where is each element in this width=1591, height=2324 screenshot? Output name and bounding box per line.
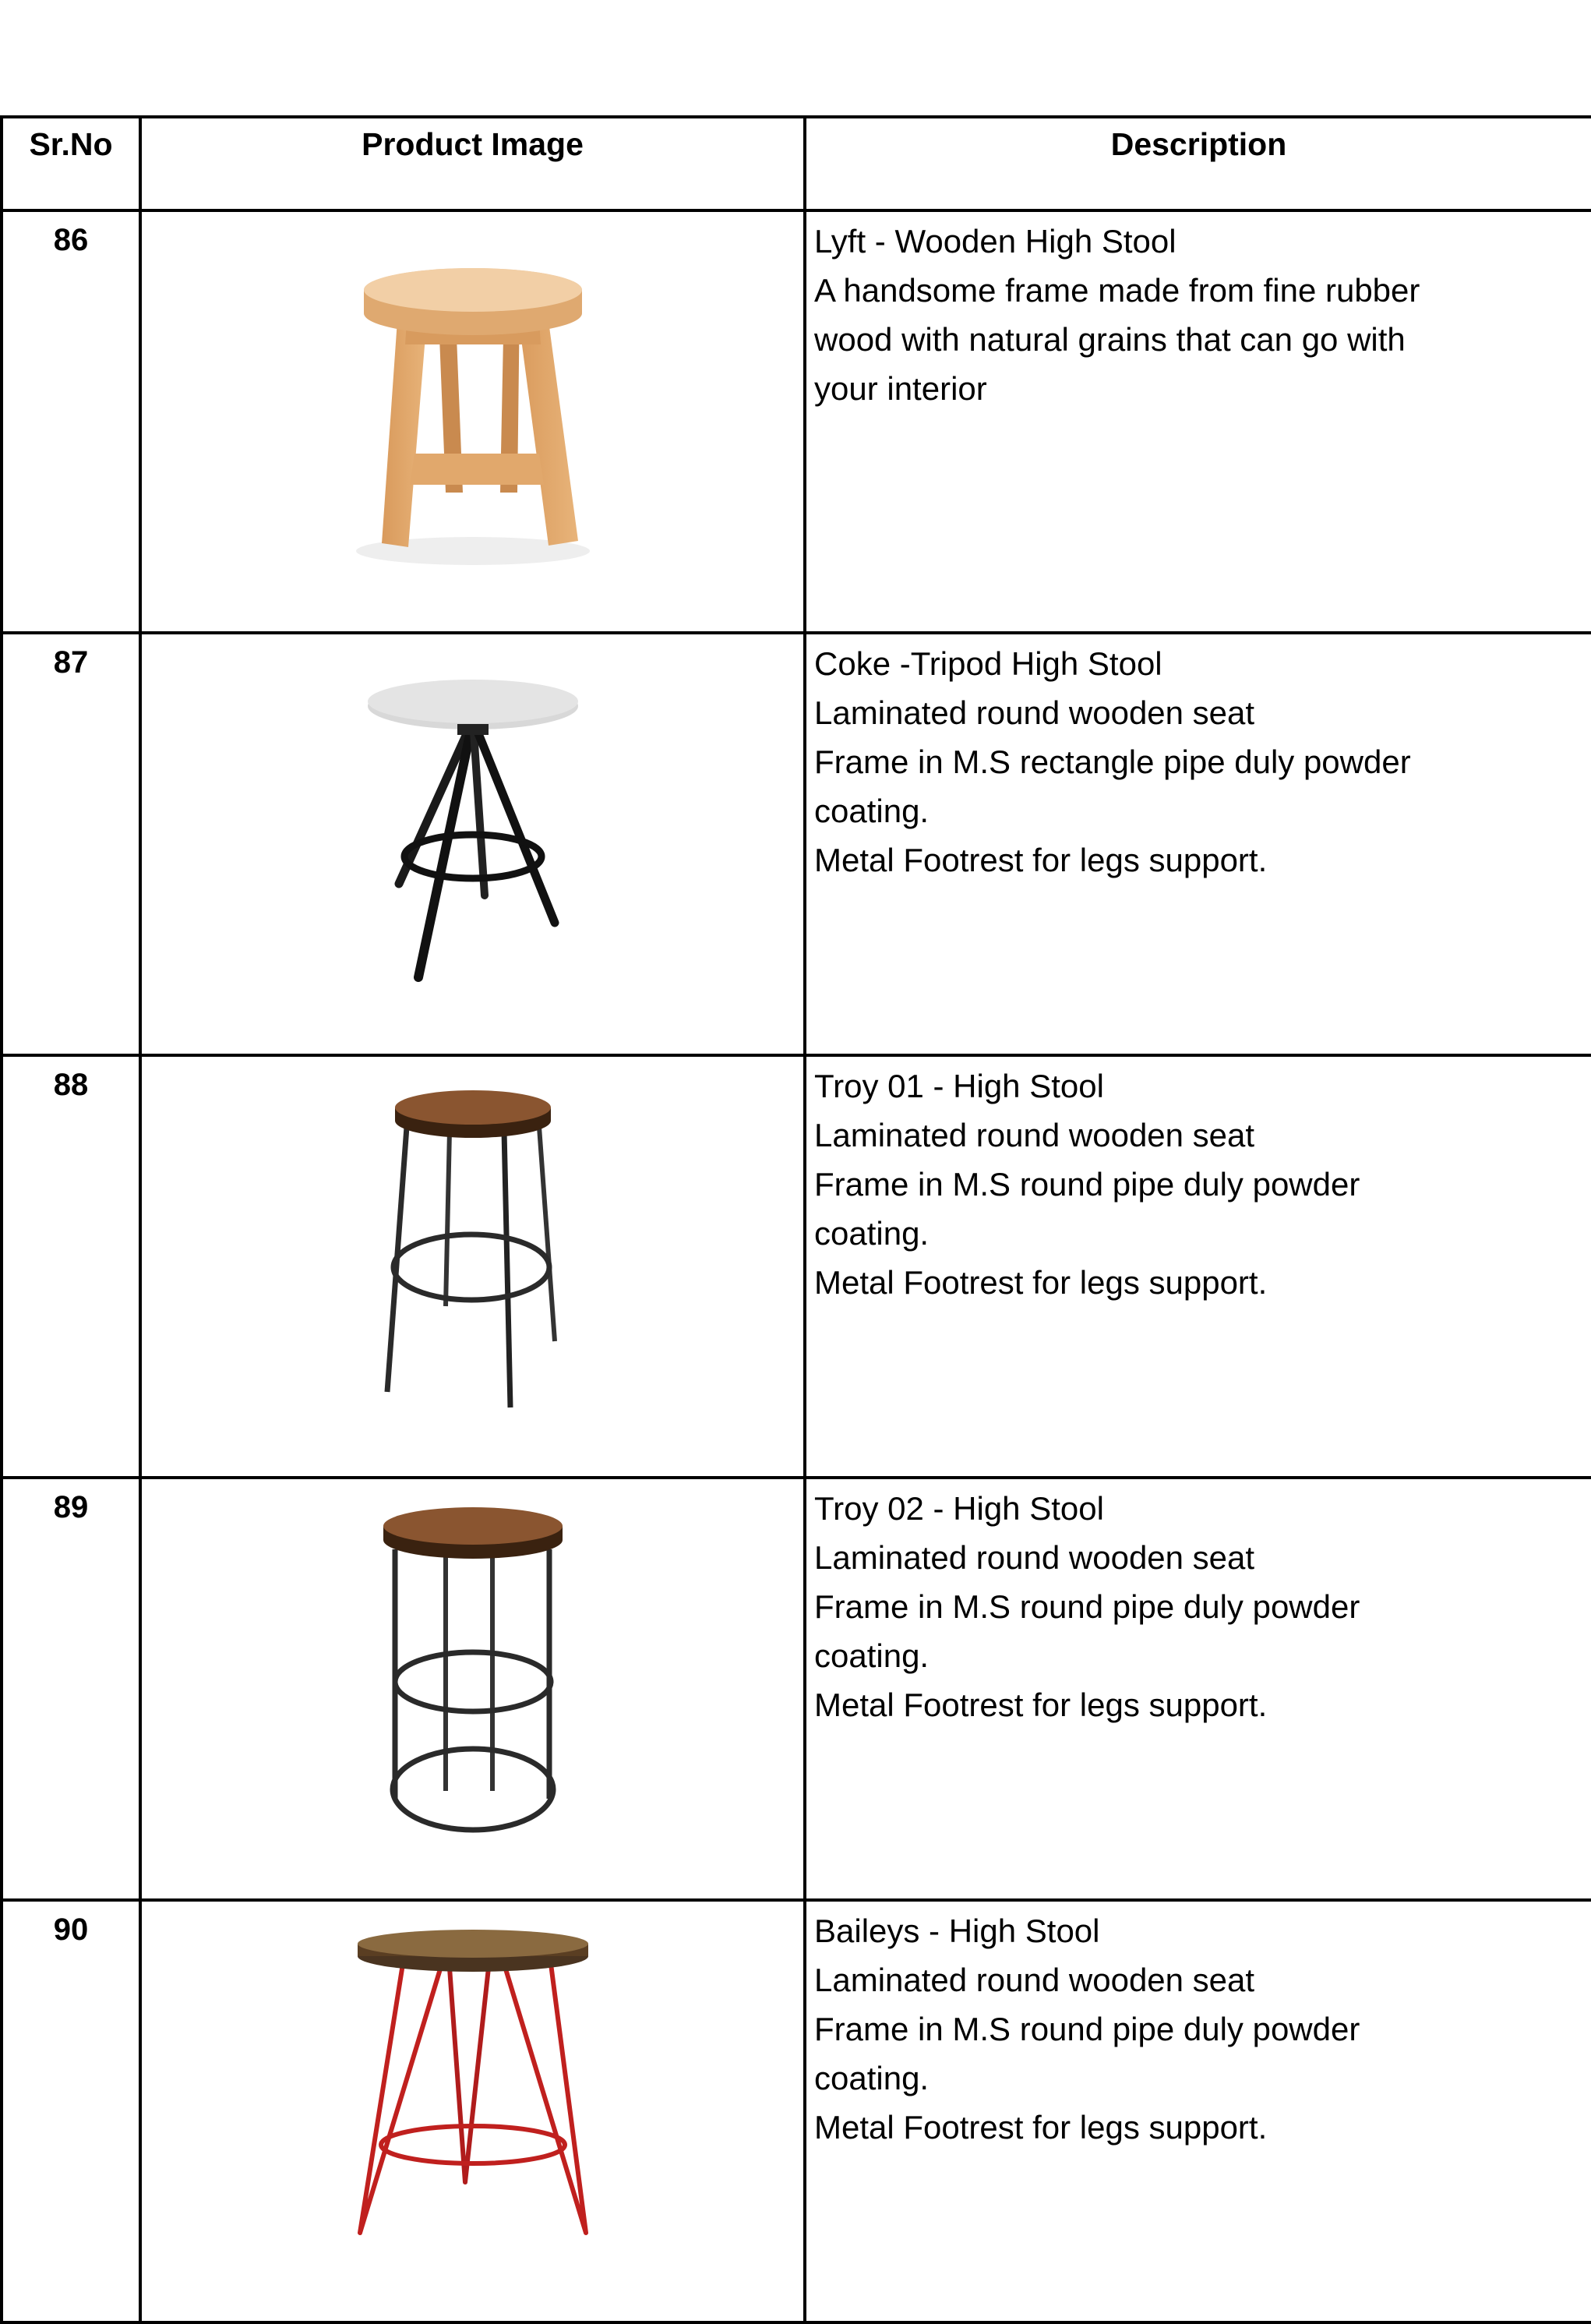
description-line: coating. [814, 2060, 930, 2096]
description-line: Metal Footrest for legs support. [814, 842, 1268, 878]
header-row [2, 117, 1591, 210]
description-line: Laminated round wooden seat [814, 1962, 1255, 1998]
description-cell [805, 1900, 1591, 2322]
table-row [2, 633, 1591, 1055]
description-line: coating. [814, 793, 930, 829]
product-title: Troy 01 - High Stool [814, 1068, 1104, 1104]
description-line: Metal Footrest for legs support. [814, 1264, 1268, 1301]
description-line: Metal Footrest for legs support. [814, 2109, 1268, 2146]
description-line: Laminated round wooden seat [814, 1539, 1255, 1576]
table-row [2, 1055, 1591, 1478]
product-title: Baileys - High Stool [814, 1913, 1100, 1949]
description-line: wood with natural grains that can go with [814, 321, 1406, 358]
header-description: Description [805, 117, 1591, 210]
description-cell [805, 1478, 1591, 1900]
description-line: coating. [814, 1637, 930, 1674]
sr-no-cell: 88 [2, 1055, 140, 1478]
product-image-cell [140, 1900, 805, 2322]
product-image-cell [140, 210, 805, 633]
header-product-image: Product Image [140, 117, 805, 210]
product-image-cell [140, 1478, 805, 1900]
product-image-cell [140, 633, 805, 1055]
table-row [2, 1900, 1591, 2322]
product-title: Troy 02 - High Stool [814, 1490, 1104, 1527]
sr-no-cell: 87 [2, 633, 140, 1055]
header-sr-no: Sr.No [2, 117, 140, 210]
description-cell [805, 1055, 1591, 1478]
troy-01-stool-image [372, 1080, 574, 1423]
description-cell [805, 210, 1591, 633]
tripod-stool-image [356, 658, 590, 1001]
description-line: Laminated round wooden seat [814, 694, 1255, 731]
description-line: coating. [814, 1215, 930, 1252]
troy-02-stool-image [372, 1503, 574, 1845]
description-line: Frame in M.S round pipe duly powder [814, 2011, 1360, 2047]
table-row [2, 210, 1591, 633]
sr-no-cell: 89 [2, 1478, 140, 1900]
baileys-stool-image [356, 1925, 590, 2268]
sr-no-cell: 90 [2, 1900, 140, 2322]
sr-no-cell: 86 [2, 210, 140, 633]
table-row [2, 1478, 1591, 1900]
description-line: your interior [814, 370, 987, 407]
product-title: Lyft - Wooden High Stool [814, 223, 1176, 260]
wooden-stool-image [344, 235, 601, 578]
product-table [0, 115, 1591, 2324]
description-line: Laminated round wooden seat [814, 1117, 1255, 1153]
description-line: Metal Footrest for legs support. [814, 1686, 1268, 1723]
description-line: Frame in M.S round pipe duly powder [814, 1166, 1360, 1203]
description-line: Frame in M.S round pipe duly powder [814, 1588, 1360, 1625]
product-image-cell [140, 1055, 805, 1478]
description-line: Frame in M.S rectangle pipe duly powder [814, 743, 1411, 780]
description-cell [805, 633, 1591, 1055]
product-title: Coke -Tripod High Stool [814, 645, 1162, 682]
description-line: A handsome frame made from fine rubber [814, 272, 1420, 309]
